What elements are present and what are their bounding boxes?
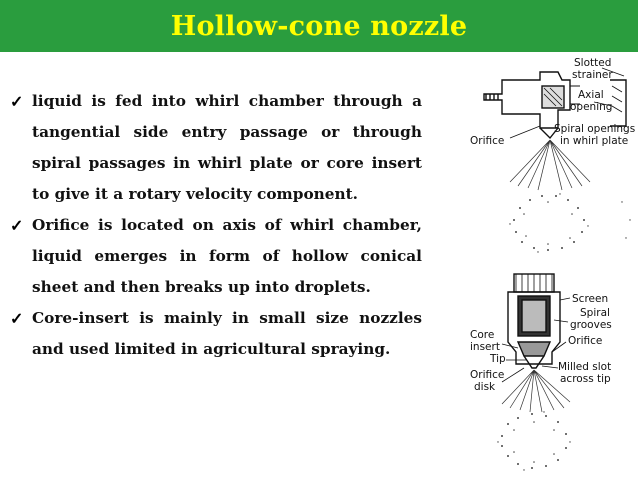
bullet-text: Orifice is located on axis of whirl chamber, liquid emerges in form of hollow conical sheet and then breaks up into droplets. — [32, 216, 422, 296]
title-bar — [0, 0, 638, 52]
bullet-text: liquid is fed into whirl chamber through a tangential side entry passage or through spiral passages in whirl plate or core insert to give it a rotary velocity component. — [32, 92, 422, 203]
label-axial-line1: Axial — [578, 89, 604, 101]
bullet-item — [10, 86, 422, 210]
label-spiral-grooves-line2: grooves — [570, 319, 612, 331]
label-milled-slot-line2: across tip — [560, 373, 611, 385]
label-orifice-bottom: Orifice — [568, 335, 603, 347]
nozzle-figure — [462, 52, 638, 478]
bottom-spray-pattern — [497, 411, 570, 470]
nozzle-diagram — [462, 52, 638, 478]
top-spray-cone — [510, 140, 590, 190]
label-axial-line2: opening — [570, 101, 613, 113]
bullet-list — [10, 86, 422, 365]
label-slotted-line1: Slotted — [574, 57, 612, 69]
label-core-line1: Core — [470, 329, 495, 341]
bullet-item — [10, 210, 422, 303]
label-spiral-openings-line2: in whirl plate — [560, 135, 629, 147]
checkmark-icon: ✓ — [10, 216, 24, 235]
label-core-line2: insert — [470, 341, 500, 353]
label-spiral-openings-line1: Spiral openings — [554, 123, 636, 135]
top-spray-pattern — [509, 193, 630, 252]
checkmark-icon: ✓ — [10, 92, 24, 111]
label-orifice-top: Orifice — [470, 135, 505, 147]
bullet-item — [10, 303, 422, 365]
label-orifice-disk-line2: disk — [474, 381, 496, 393]
bottom-nozzle-drawing — [508, 274, 560, 368]
slide-title: Hollow-cone nozzle — [170, 10, 468, 42]
label-spiral-grooves-line1: Spiral — [580, 307, 610, 319]
label-tip: Tip — [490, 353, 506, 365]
label-milled-slot-line1: Milled slot — [558, 361, 612, 373]
label-screen: Screen — [572, 293, 609, 305]
label-orifice-disk-line1: Orifice — [470, 369, 505, 381]
bullet-text: Core-insert is mainly in small size nozzles and used limited in agricultural spraying. — [32, 309, 422, 358]
checkmark-icon: ✓ — [10, 309, 24, 328]
label-slotted-line2: strainer — [572, 69, 613, 81]
